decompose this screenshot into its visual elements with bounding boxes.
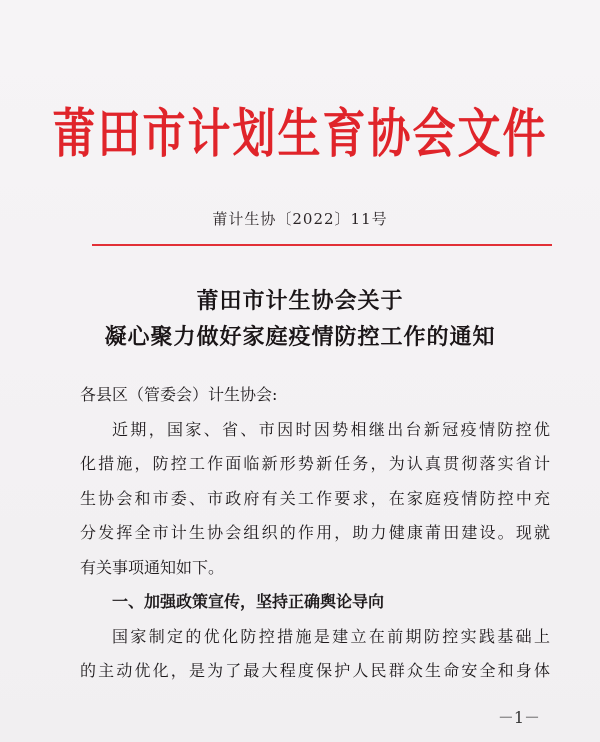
red-divider	[92, 244, 552, 246]
para1-line: 生协会和市委、市政府有关工作要求，在家庭疫情防控中充	[80, 488, 550, 508]
para1-line: 分发挥全市计生协会组织的作用，助力健康莆田建设。现就	[80, 523, 550, 542]
document-number: 莆计生协〔2022〕11号	[212, 210, 388, 228]
notice-title-line1: 莆田市计生协会关于	[196, 288, 404, 314]
notice-body	[80, 378, 550, 689]
salutation: 各县区（管委会）计生协会:	[80, 385, 278, 404]
notice-title	[0, 283, 600, 355]
para1-line: 近期，国家、省、市因时因势相继出台新冠疫情防控优	[112, 419, 550, 439]
notice-title-line2: 凝心聚力做好家庭疫情防控工作的通知	[104, 324, 496, 350]
para1-line: 有关事项通知如下。	[80, 557, 225, 577]
para2-line: 的主动优化，是为了最大程度保护人民群众生命安全和身体	[80, 661, 550, 680]
para1-line: 化措施，防控工作面临新形势新任务，为认真贯彻落实省计	[80, 454, 550, 473]
section-heading: 一、加强政策宣传，坚持正确舆论导向	[112, 592, 385, 611]
page-number: －1－	[497, 708, 540, 727]
para2-line: 国家制定的优化防控措施是建立在前期防控实践基础上	[112, 626, 550, 646]
header-title: 莆田市计划生育协会文件	[52, 104, 548, 165]
